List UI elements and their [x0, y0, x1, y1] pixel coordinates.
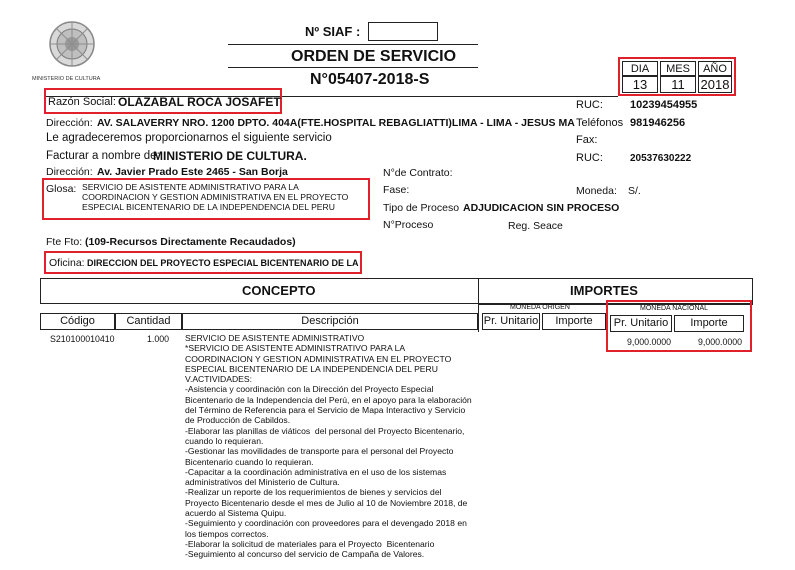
moneda-label: Moneda: — [576, 185, 617, 197]
proceso-label: N°Proceso — [383, 219, 434, 231]
glosa-line-3: ESPECIAL BICENTENARIO DE LA INDEPENDENCIA DEL PERU — [82, 202, 335, 212]
importes-header: IMPORTES — [570, 283, 638, 298]
billing-ruc-value: 20537630222 — [630, 153, 692, 164]
day-label: DIA — [622, 61, 658, 76]
col-descripcion: Descripción — [182, 313, 478, 330]
month-label: MES — [660, 61, 696, 76]
page-title: ORDEN DE SERVICIO — [291, 48, 457, 65]
seace-label: Reg. Seace — [508, 220, 563, 232]
direccion-label: Dirección: — [46, 117, 93, 129]
year-label: AÑO — [698, 61, 732, 76]
moneda-origen-label: MONEDA ORIGEN — [510, 304, 570, 311]
month-value: 11 — [660, 76, 696, 93]
glosa-label: Glosa: — [46, 183, 77, 195]
row-importe-nacional: 9,000.0000 — [698, 337, 743, 347]
row-cantidad: 1.000 — [147, 334, 170, 344]
moneda-value: S/. — [628, 185, 641, 197]
facturar-value: MINISTERIO DE CULTURA. — [153, 149, 307, 163]
oficina-value: DIRECCION DEL PROYECTO ESPECIAL BICENTENARIO DE LA — [87, 258, 359, 268]
fase-label: Fase: — [383, 184, 410, 196]
fte-label: Fte Fto: — [46, 236, 83, 248]
glosa-line-1: SERVICIO DE ASISTENTE ADMINISTRATIVO PARA LA — [82, 182, 299, 192]
col-codigo: Código — [40, 313, 115, 330]
row-descripcion: SERVICIO DE ASISTENTE ADMINISTRATIVO *SERVICIO DE ASISTENTE ADMINISTRATIVO PARA LA COORDINACION Y GESTION ADMINISTRATIVA EN EL PROYECTO ESPECIAL BICENTENARIO DE LA INDEPENDENCIA DEL PERU V.ACTIVIDADES: -Asistencia y coordinación con la Dirección del Proyecto Especial Bicentenario de la Independencia del Perú, en el apoyo para la elaboración del Término de Referencia para el Servicio de Mapa Interactivo y Servicio de Producción de Cabildos. -Elaborar las planillas de viáticos del personal del Proyecto Bicentenario, cuando lo requieran. -Gestionar las movilidades de transporte para el personal del Proyecto Bicentenario cuando lo requieran. -Capacitar a la coordinación administrativa en el uso de los sistemas administrativos del Ministerio de Cultura. -Realizar un reporte de los requerimientos de bienes y servicios del Proyecto Bicentenario desde el mes de Julio al 10 de Noviembre 2018, de acuerdo al Sistema Quipu. -Seguimiento y coordinación con proveedores para el devengado 2018 en los tiempos correctos. -Elaborar la solicitud de materiales para el Proyecto Bicentenario -Seguimiento al concurso del servicio de Campaña de Valores. — [185, 333, 472, 560]
col-pu-origen: Pr. Unitario — [482, 313, 540, 330]
fte-value: (109-Recursos Directamente Recaudados) — [85, 236, 296, 248]
siaf-label: Nº SIAF : — [305, 24, 361, 39]
row-pu-nacional: 9,000.0000 — [627, 337, 672, 347]
day-value: 13 — [622, 76, 658, 93]
col-importe-nacional: Importe — [674, 315, 744, 332]
billing-ruc-label: RUC: — [576, 152, 603, 164]
oficina-label: Oficina: — [49, 257, 85, 269]
ruc-label: RUC: — [576, 99, 603, 111]
billing-direccion-label: Dirección: — [46, 166, 93, 178]
billing-direccion-value: Av. Javier Prado Este 2465 - San Borja — [97, 166, 288, 178]
ruc-value: 10239454955 — [630, 99, 698, 111]
col-importe-origen: Importe — [542, 313, 606, 330]
fax-label: Fax: — [576, 134, 598, 146]
logo-caption: MINISTERIO DE CULTURA — [32, 76, 101, 82]
request-text: Le agradeceremos proporcionarnos el siguiente servicio — [46, 132, 332, 144]
ministry-seal-logo — [34, 18, 112, 80]
razon-social-label: Razón Social: — [48, 96, 116, 108]
tipo-proceso-label: Tipo de Proceso — [383, 202, 460, 214]
glosa-line-2: COORDINACION Y GESTION ADMINISTRATIVA EN EL PROYECTO — [82, 192, 349, 202]
facturar-label: Facturar a nombre de: — [46, 150, 160, 162]
col-cantidad: Cantidad — [115, 313, 182, 330]
siaf-field[interactable] — [368, 22, 438, 41]
moneda-nacional-label: MONEDA NACIONAL — [640, 305, 709, 312]
contrato-label: N°de Contrato: — [383, 167, 453, 179]
telefonos-value: 981946256 — [630, 117, 686, 129]
concepto-header: CONCEPTO — [242, 283, 316, 298]
telefonos-label: Teléfonos — [576, 117, 624, 129]
row-codigo: S210100010410 — [50, 334, 115, 344]
tipo-proceso-value: ADJUDICACION SIN PROCESO — [463, 202, 620, 214]
col-pu-nacional: Pr. Unitario — [610, 315, 672, 332]
year-value: 2018 — [698, 76, 732, 93]
direccion-value: AV. SALAVERRY NRO. 1200 DPTO. 404A(FTE.HOSPITAL REBAGLIATTI)LIMA - LIMA - JESUS MA — [97, 117, 575, 129]
order-number: N°05407-2018-S — [310, 71, 430, 88]
razon-social-value: OLAZABAL ROCA JOSAFET — [118, 95, 281, 109]
